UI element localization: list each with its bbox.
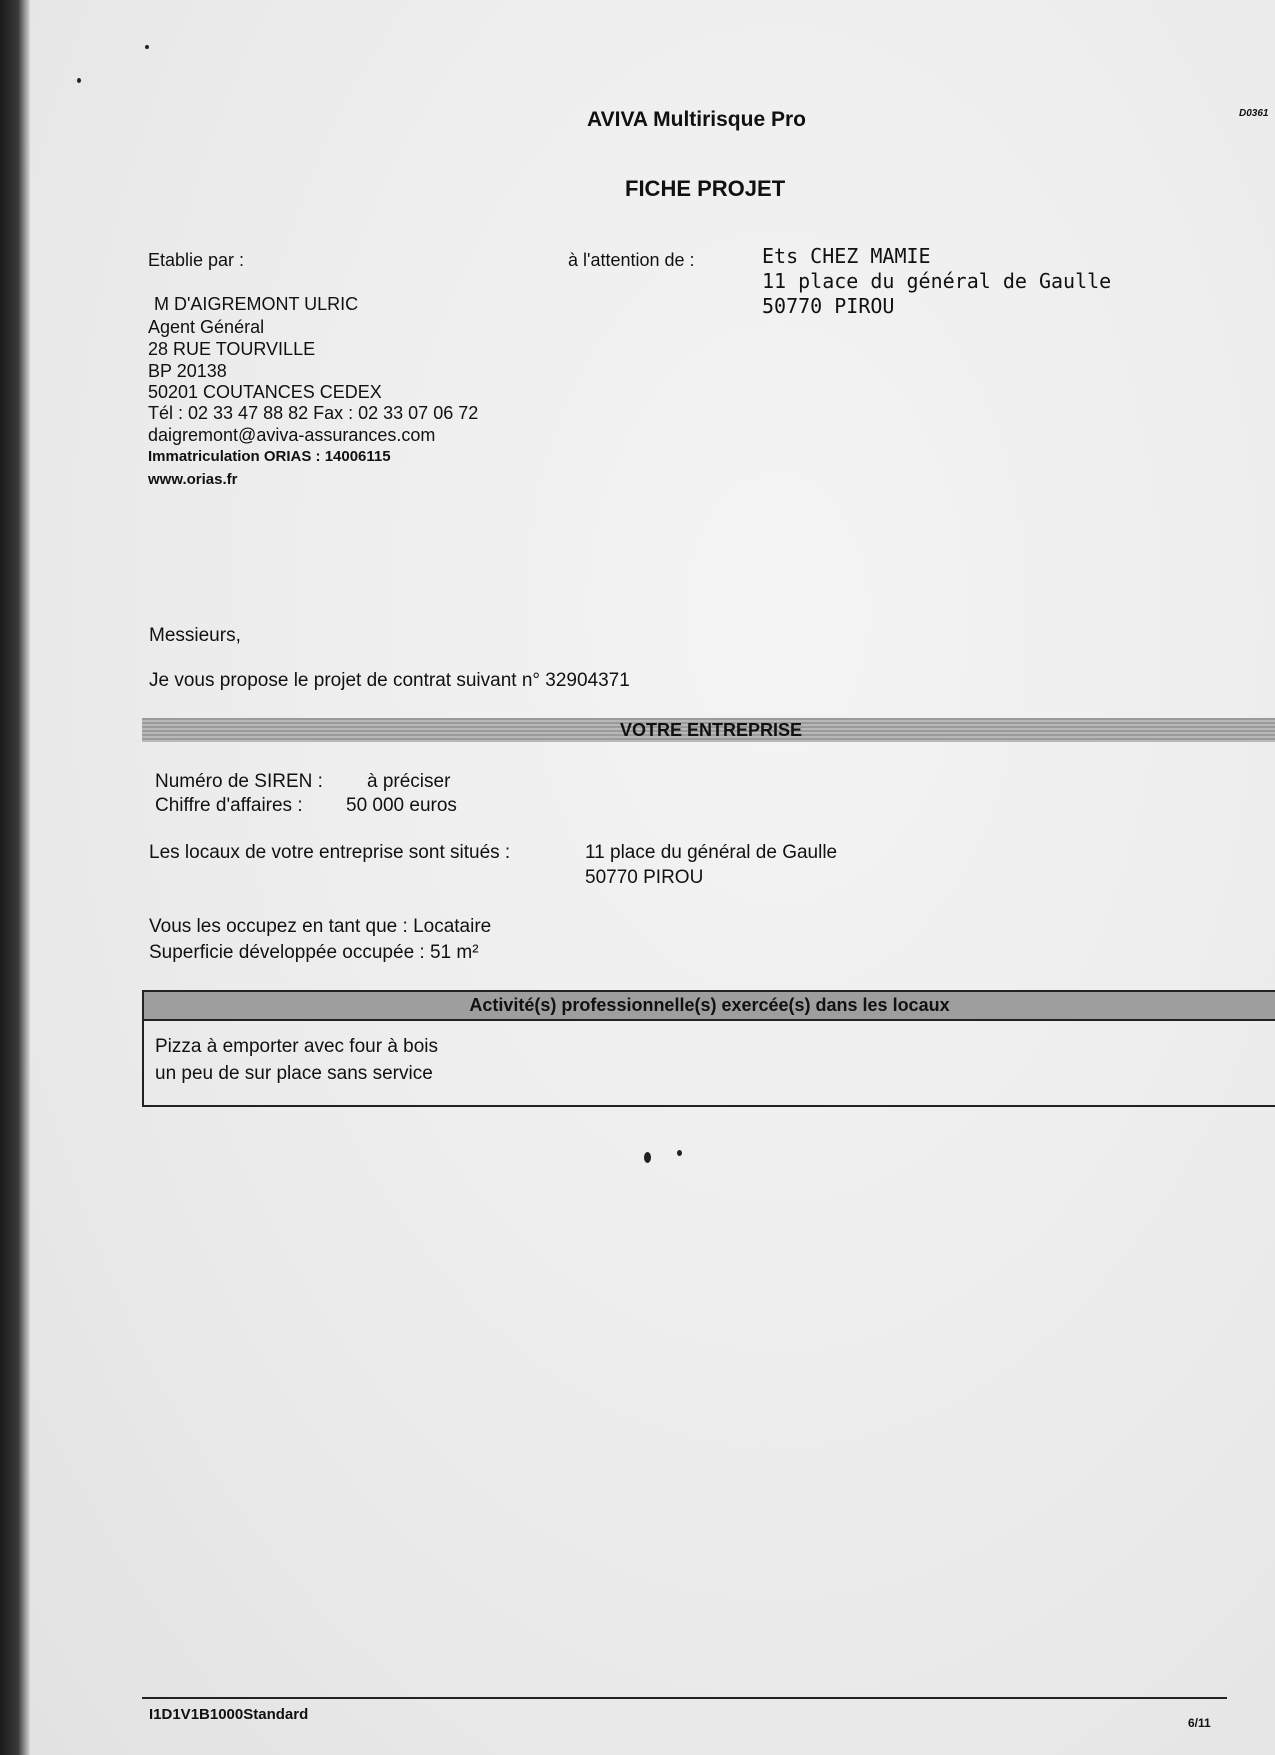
activity-line: un peu de sur place sans service: [155, 1063, 433, 1084]
agent-city: 50201 COUTANCES CEDEX: [148, 382, 382, 402]
footer-rule: [142, 1697, 1227, 1699]
premises-street: 11 place du général de Gaulle: [585, 842, 838, 863]
revenue-value: 50 000 euros: [346, 795, 457, 816]
scan-speck: [145, 45, 149, 49]
greeting: Messieurs,: [149, 625, 241, 646]
agent-po-box: BP 20138: [148, 361, 227, 381]
recipient-city: 50770 PIROU: [762, 294, 895, 318]
intro-sentence: Je vous propose le projet de contrat suivant n° 32904371: [149, 670, 630, 691]
agent-email: daigremont@aviva-assurances.com: [148, 425, 436, 445]
scan-edge: [0, 0, 30, 1755]
recipient-name: Ets CHEZ MAMIE: [762, 244, 931, 268]
activity-line: Pizza à emporter avec four à bois: [155, 1036, 439, 1057]
agent-orias-website: www.orias.fr: [148, 471, 238, 488]
scan-speck: [77, 78, 81, 83]
recipient-street: 11 place du général de Gaulle: [762, 269, 1112, 293]
document-title: FICHE PROJET: [625, 176, 786, 201]
agent-role: Agent Général: [148, 317, 265, 337]
occupancy-status: Vous les occupez en tant que : Locataire: [149, 916, 492, 937]
premises-label: Les locaux de votre entreprise sont situés :: [149, 842, 511, 863]
agent-phone-fax: Tél : 02 33 47 88 82 Fax : 02 33 07 06 72: [148, 403, 479, 423]
activities-heading: Activité(s) professionnelle(s) exercée(s) dans les locaux: [144, 992, 1275, 1021]
agent-orias-number: Immatriculation ORIAS : 14006115: [148, 448, 391, 465]
siren-label: Numéro de SIREN :: [155, 771, 323, 792]
surface-area: Superficie développée occupée : 51 m²: [149, 942, 479, 963]
agent-name: M D'AIGREMONT ULRIC: [154, 294, 359, 314]
recipient-label: à l'attention de :: [568, 250, 695, 270]
section-band: [142, 718, 1275, 742]
scan-speck: [644, 1152, 651, 1163]
activities-box: [142, 990, 1275, 1107]
agent-street: 28 RUE TOURVILLE: [148, 339, 316, 359]
section-heading: VOTRE ENTREPRISE: [619, 720, 803, 740]
footer-reference: I1D1V1B1000Standard: [149, 1706, 309, 1723]
siren-value: à préciser: [367, 771, 451, 792]
sender-label: Etablie par :: [148, 250, 245, 270]
scan-speck: [677, 1150, 682, 1156]
document-page: [30, 0, 1275, 1755]
document-code: D0361: [1239, 108, 1269, 119]
product-title: AVIVA Multirisque Pro: [587, 108, 806, 131]
revenue-label: Chiffre d'affaires :: [155, 795, 303, 816]
page-number: 6/11: [1188, 1716, 1211, 1730]
premises-city: 50770 PIROU: [585, 867, 704, 888]
